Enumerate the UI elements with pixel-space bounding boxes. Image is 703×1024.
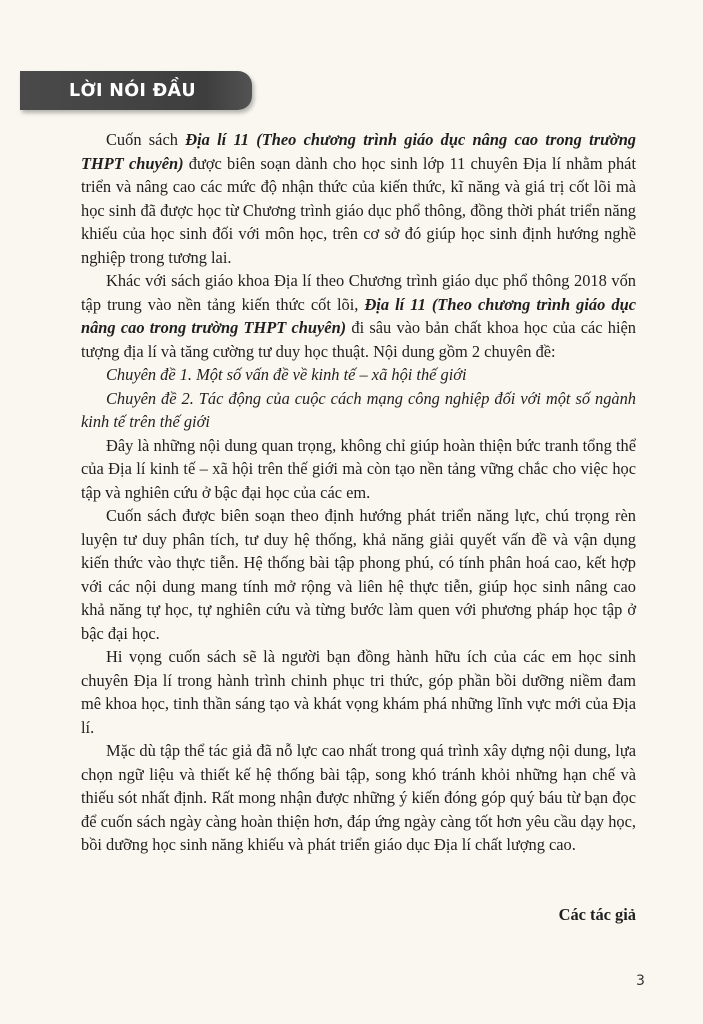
book-title-1: Địa lí 11 (Theo chương trình giáo dục nâng cao trong trường THPT chuyên) — [81, 130, 637, 173]
paragraph-2 — [81, 269, 636, 363]
paragraph-5: Hi vọng cuốn sách sẽ là người bạn đồng hành hữu ích của các em học sinh chuyên Địa lí trong hành trình chinh phục tri thức, góp phần bồi dưỡng niềm đam mê khoa học, tinh thần sáng tạo và khát vọng khám phá những lĩnh vực mới của Địa lí. — [81, 647, 636, 737]
page-number: 3 — [636, 973, 645, 989]
preface-body — [81, 128, 636, 857]
paragraph-3: Đây là những nội dung quan trọng, không chỉ giúp hoàn thiện bức tranh tổng thể của Địa lí kinh tế – xã hội trên thế giới mà còn tạo nền tảng vững chắc cho việc học tập và nghiên cứu ở bậc đại học của các em. — [81, 435, 636, 502]
authors-signature: Các tác giả — [558, 905, 636, 924]
paragraph-6: Mặc dù tập thể tác giả đã nỗ lực cao nhất trong quá trình xây dựng nội dung, lựa chọn ngữ liệu và thiết kế hệ thống bài tập, song khó tránh khỏi những hạn chế và thiếu sót nhất định. Rất mong nhận được những ý kiến đóng góp quý báu từ bạn đọc để cuốn sách ngày càng hoàn thiện hơn, đáp ứng ngày càng tốt hơn yêu cầu dạy học, bồi dưỡng học sinh năng khiếu và phát triển giáo dục Địa lí chất lượng cao. — [81, 741, 636, 854]
paragraph-4: Cuốn sách được biên soạn theo định hướng phát triển năng lực, chú trọng rèn luyện tư duy phân tích, tư duy hệ thống, khả năng giải quyết vấn đề và vận dụng kiến thức vào thực tiễn. Hệ thống bài tập phong phú, có tính phân hoá cao, kết hợp với các nội dung mang tính mở rộng và liên hệ thực tiễn, giúp học sinh nâng cao khả năng tự học, tự nghiên cứu và từng bước làm quen với phương pháp học tập ở bậc đại học. — [81, 506, 636, 643]
paragraph-2-rest: đi sâu vào bản chất khoa học của các hiện tượng địa lí và tăng cường tư duy học thuật. Nội dung gồm 2 chuyên đề: — [81, 318, 636, 361]
paragraph-1-rest: được biên soạn dành cho học sinh lớp 11 chuyên Địa lí nhằm phát triển và nâng cao các mức độ nhận thức của kiến thức, kĩ năng và giá trị cốt lõi mà học sinh đã được học từ Chương trình giáo dục phổ thông, đồng thời phát triển năng khiếu của học sinh đối với môn học, trên cơ sở đó giúp học sinh định hướng nghề nghiệp trong tương lai. — [81, 153, 636, 267]
topic-2: Chuyên đề 2. Tác động của cuộc cách mạng công nghiệp đối với một số ngành kinh tế trên thế giới — [81, 388, 636, 431]
paragraph-1-start: Cuốn sách — [106, 130, 186, 149]
topic-1: Chuyên đề 1. Một số vấn đề về kinh tế – xã hội thế giới — [106, 365, 467, 384]
book-title-2: Địa lí 11 (Theo chương trình giáo dục nâng cao trong trường THPT chuyên) — [81, 294, 636, 337]
section-title: LỜI NÓI ĐẦU — [69, 81, 196, 101]
paragraph-2-start: Khác với sách giáo khoa Địa lí theo Chương trình giáo dục phổ thông 2018 vốn tập trung vào nền tảng kiến thức cốt lõi, — [81, 271, 636, 314]
paragraph-1 — [81, 128, 636, 269]
